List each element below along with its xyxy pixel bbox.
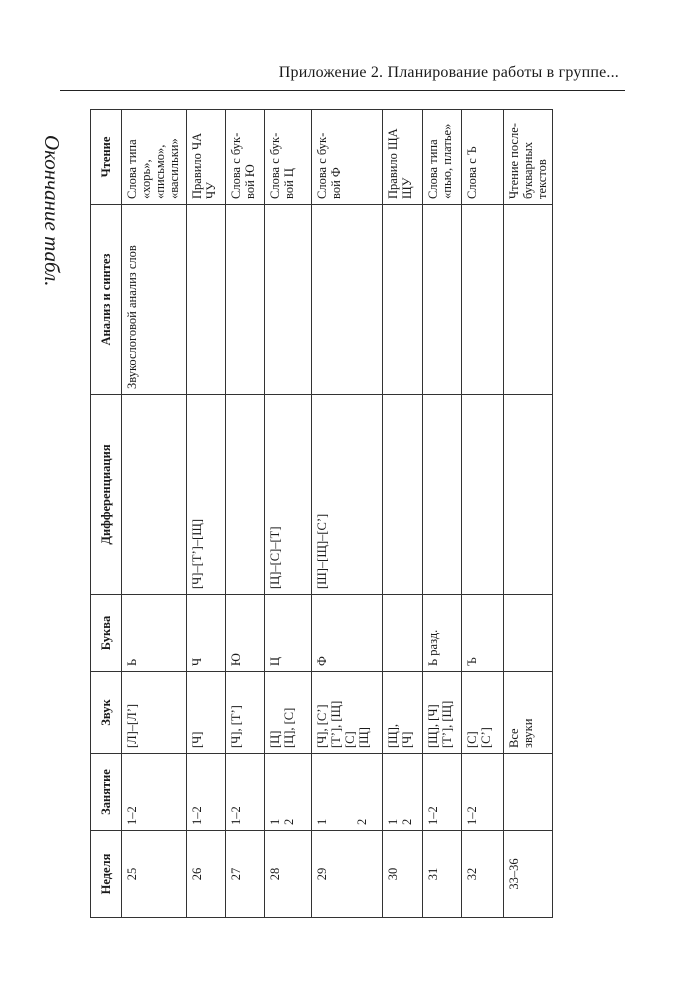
cell-lesson: 1–2 <box>462 754 504 831</box>
cell-differentiation <box>226 395 265 595</box>
cell-letter: Ч <box>187 595 226 672</box>
cell-sound: [Ч] <box>187 672 226 754</box>
cell-reading: Правило ЩА ЩУ <box>383 110 423 205</box>
cell-week: 27 <box>226 831 265 918</box>
cell-lesson: 1–2 <box>122 754 187 831</box>
table-row <box>462 110 504 918</box>
cell-week: 29 <box>312 831 383 918</box>
cell-sound: [Ц] [Ц], [С] <box>265 672 312 754</box>
cell-lesson <box>504 754 553 831</box>
cell-sound: [Ч], [С’] [Т’], [Щ] [С] [Щ] <box>312 672 383 754</box>
cell-reading: Правило ЧА ЧУ <box>187 110 226 205</box>
table-row <box>383 110 423 918</box>
cell-differentiation <box>504 395 553 595</box>
cell-letter: Ю <box>226 595 265 672</box>
cell-letter <box>504 595 553 672</box>
col-header-sound: Звук <box>91 672 122 754</box>
table-header-row <box>91 110 122 918</box>
cell-analysis: Звукослоговой анализ слов <box>122 205 187 395</box>
rotated-table-wrapper <box>90 110 553 918</box>
cell-week: 28 <box>265 831 312 918</box>
cell-lesson: 1 2 <box>312 754 383 831</box>
cell-analysis <box>312 205 383 395</box>
table-row <box>423 110 462 918</box>
cell-differentiation <box>462 395 504 595</box>
cell-sound: [Л]–[Л’] <box>122 672 187 754</box>
cell-week: 33–36 <box>504 831 553 918</box>
cell-lesson: 1 2 <box>383 754 423 831</box>
cell-analysis <box>462 205 504 395</box>
col-header-analysis: Анализ и синтез <box>91 205 122 395</box>
cell-differentiation <box>122 395 187 595</box>
header-title: Приложение 2. Планирование работы в группе... <box>278 64 619 81</box>
table-row <box>187 110 226 918</box>
cell-analysis <box>383 205 423 395</box>
running-header <box>60 60 625 91</box>
cell-letter: Ь <box>122 595 187 672</box>
cell-sound: [С] [С’] <box>462 672 504 754</box>
col-header-letter: Буква <box>91 595 122 672</box>
cell-week: 30 <box>383 831 423 918</box>
cell-letter: Ц <box>265 595 312 672</box>
col-header-week: Неделя <box>91 831 122 918</box>
cell-letter: Ь разд. <box>423 595 462 672</box>
cell-differentiation <box>383 395 423 595</box>
cell-differentiation: [Ш]–[Щ]–[С’] <box>312 395 383 595</box>
cell-analysis <box>265 205 312 395</box>
col-header-differentiation: Дифференциация <box>91 395 122 595</box>
cell-week: 26 <box>187 831 226 918</box>
cell-sound: [Ч], [Т’] <box>226 672 265 754</box>
cell-reading: Чтение после- букварных текстов <box>504 110 553 205</box>
cell-reading: Слова с Ъ <box>462 110 504 205</box>
cell-letter <box>383 595 423 672</box>
col-header-lesson: Занятие <box>91 754 122 831</box>
cell-sound: Все звуки <box>504 672 553 754</box>
col-header-reading: Чтение <box>91 110 122 205</box>
cell-lesson: 1 2 <box>265 754 312 831</box>
cell-lesson: 1–2 <box>226 754 265 831</box>
cell-differentiation: [Ц]–[С]–[Т] <box>265 395 312 595</box>
cell-week: 31 <box>423 831 462 918</box>
cell-sound: [Щ], [Ч] <box>383 672 423 754</box>
table-caption: Окончание табл. <box>40 135 64 287</box>
cell-analysis <box>423 205 462 395</box>
table-row <box>312 110 383 918</box>
cell-analysis <box>226 205 265 395</box>
cell-week: 32 <box>462 831 504 918</box>
table-row <box>122 110 187 918</box>
cell-reading: Слова типа «хорь», «письмо», «васильки» <box>122 110 187 205</box>
table-row <box>265 110 312 918</box>
cell-lesson: 1–2 <box>423 754 462 831</box>
cell-letter: Ф <box>312 595 383 672</box>
cell-lesson: 1–2 <box>187 754 226 831</box>
table-row <box>226 110 265 918</box>
cell-differentiation <box>423 395 462 595</box>
cell-letter: Ъ <box>462 595 504 672</box>
cell-analysis <box>504 205 553 395</box>
cell-analysis <box>187 205 226 395</box>
cell-reading: Слова типа «пью, платье» <box>423 110 462 205</box>
cell-reading: Слова с бук- вой Ю <box>226 110 265 205</box>
cell-reading: Слова с бук- вой Ц <box>265 110 312 205</box>
cell-differentiation: [Ч]–[Т’]–[Щ] <box>187 395 226 595</box>
table-row <box>504 110 553 918</box>
planning-table <box>90 109 553 918</box>
cell-sound: [Щ], [Ч] [Т’], [Щ] <box>423 672 462 754</box>
cell-reading: Слова с бук- вой Ф <box>312 110 383 205</box>
cell-week: 25 <box>122 831 187 918</box>
